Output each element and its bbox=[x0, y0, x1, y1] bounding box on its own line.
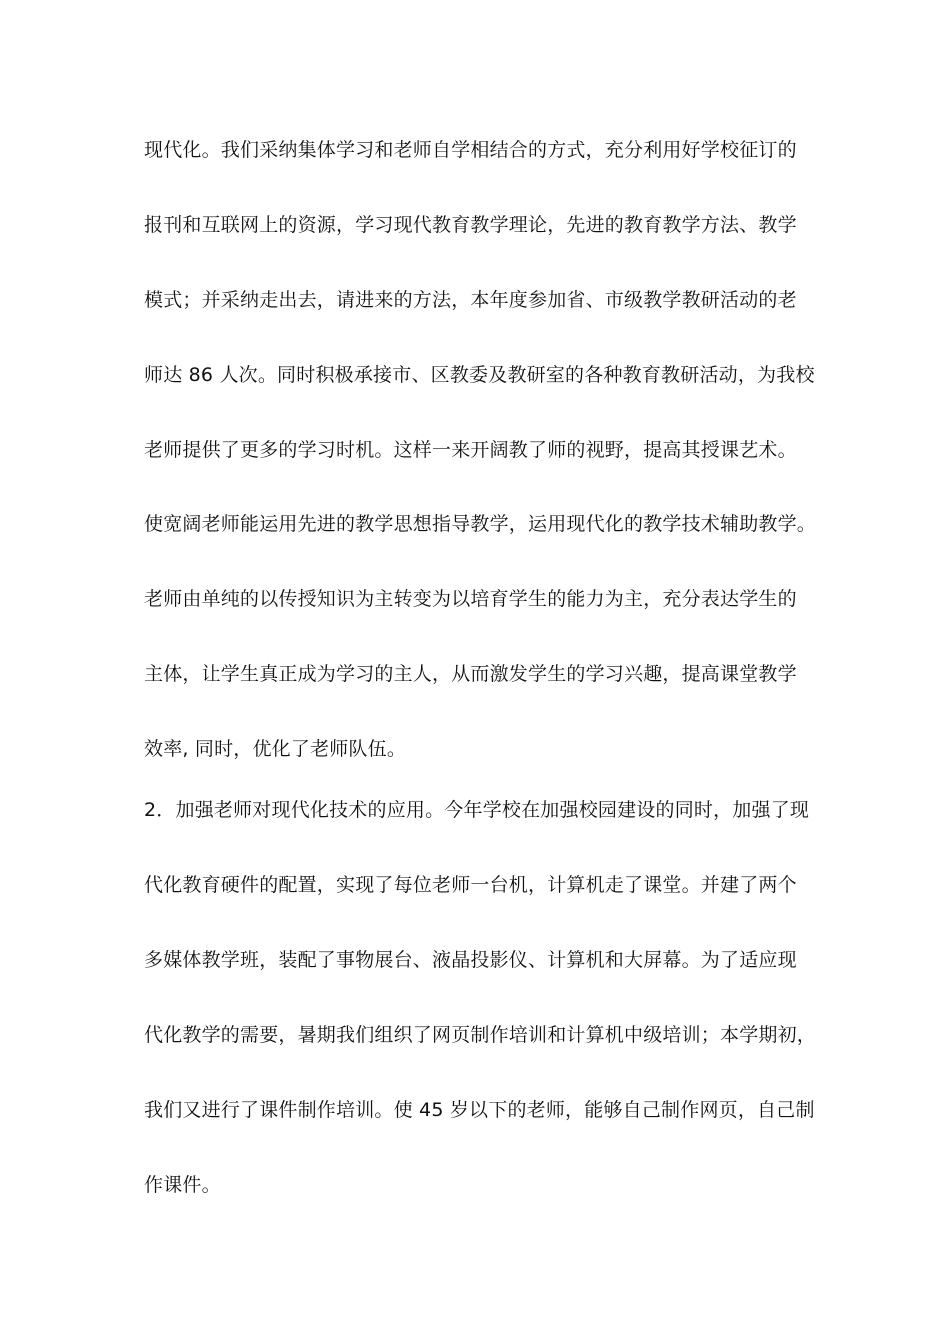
paragraph-line: 老师提供了更多的学习时机。这样一来开阔教了师的视野，提高其授课艺术。 bbox=[144, 439, 797, 461]
paragraph-line: 使宽阔老师能运用先进的教学思想指导教学，运用现代化的教学技术辅助教学。 bbox=[144, 513, 817, 535]
paragraph-line: 多媒体教学班，装配了事物展台、液晶投影仪、计算机和大屏幕。为了适应现 bbox=[144, 949, 797, 971]
paragraph-line: 代化教学的需要，暑期我们组织了网页制作培训和计算机中级培训；本学期初， bbox=[144, 1024, 817, 1046]
paragraph-line: 我们又进行了课件制作培训。使 45 岁以下的老师，能够自己制作网页，自己制 bbox=[144, 1099, 815, 1121]
paragraph-line: 效率, 同时，优化了老师队伍。 bbox=[144, 738, 407, 760]
paragraph-line: 作课件。 bbox=[144, 1174, 221, 1196]
paragraph-line: 主体，让学生真正成为学习的主人，从而激发学生的学习兴趣，提高课堂教学 bbox=[144, 663, 797, 685]
paragraph-line: 师达 86 人次。同时积极承接市、区教委及教研室的各种教育教研活动，为我校 bbox=[144, 364, 815, 386]
paragraph-line: 代化教育硬件的配置，实现了每位老师一台机，计算机走了课堂。并建了两个 bbox=[144, 874, 797, 896]
paragraph-line: 模式；并采纳走出去，请进来的方法，本年度参加省、市级教学教研活动的老 bbox=[144, 289, 797, 311]
paragraph-line-list-item: 2．加强老师对现代化技术的应用。今年学校在加强校园建设的同时，加强了现 bbox=[144, 799, 810, 821]
paragraph-line: 报刊和互联网上的资源，学习现代教育教学理论，先进的教育教学方法、教学 bbox=[144, 214, 797, 236]
paragraph-line: 老师由单纯的以传授知识为主转变为以培育学生的能力为主，充分表达学生的 bbox=[144, 588, 797, 610]
paragraph-line: 现代化。我们采纳集体学习和老师自学相结合的方式，充分利用好学校征订的 bbox=[144, 139, 797, 161]
